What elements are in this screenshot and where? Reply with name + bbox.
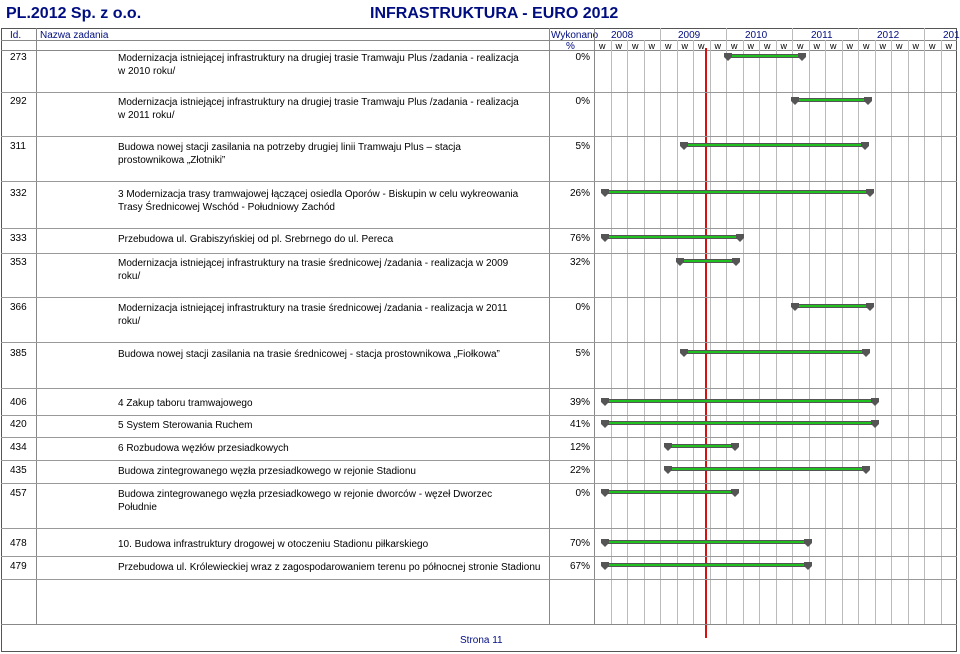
row-separator [1, 528, 957, 529]
row-name: 10. Budowa infrastruktury drogowej w otoczeniu Stadionu piłkarskiego [118, 539, 429, 550]
row-percent: 12% [569, 442, 590, 453]
bar-start-marker-icon [724, 53, 732, 61]
row-name: 3 Modernizacja trasy tramwajowej łączącej osiedla Oporów - Biskupin w celu wykreowania [118, 189, 519, 200]
bar-end-marker-icon [731, 443, 739, 451]
row-separator [1, 181, 957, 182]
week-label: w [648, 41, 655, 51]
week-label: w [896, 41, 903, 51]
col-done-unit: % [566, 41, 575, 52]
bar-end-marker-icon [862, 349, 870, 357]
week-label: w [615, 41, 622, 51]
row-id: 385 [10, 348, 27, 359]
bar-end-marker-icon [871, 420, 879, 428]
task-bar[interactable] [728, 54, 802, 58]
row-name: 4 Zakup taboru tramwajowego [118, 398, 253, 409]
grid-line [726, 28, 727, 624]
grid-line [693, 40, 694, 624]
week-label: w [846, 41, 853, 51]
row-separator [1, 253, 957, 254]
year-2013: 201 [943, 30, 960, 41]
row-percent: 32% [569, 257, 590, 268]
grid-line [924, 28, 925, 624]
task-bar[interactable] [605, 235, 740, 239]
footer-line [1, 624, 957, 625]
bar-start-marker-icon [601, 489, 609, 497]
task-bar[interactable] [605, 399, 875, 403]
row-percent: 26% [569, 188, 590, 199]
year-2008: 2008 [611, 30, 634, 41]
bar-start-marker-icon [664, 466, 672, 474]
row-name: Przebudowa ul. Królewieckiej wraz z zagospodarowaniem terenu po północnej stronie Stadionu [118, 562, 541, 573]
bar-end-marker-icon [864, 97, 872, 105]
bar-end-marker-icon [871, 398, 879, 406]
week-label: w [929, 41, 936, 51]
bar-start-marker-icon [791, 303, 799, 311]
row-id: 333 [10, 233, 27, 244]
row-name-line2: prostownikowa „Złotniki” [118, 155, 226, 166]
row-name: 5 System Sterowania Ruchem [118, 420, 253, 431]
bar-end-marker-icon [732, 258, 740, 266]
row-id: 311 [10, 141, 26, 152]
week-label: w [665, 41, 672, 51]
grid-line [644, 40, 645, 624]
bar-start-marker-icon [601, 539, 609, 547]
row-name: Budowa zintegrowanego węzła przesiadkowego w rejonie Stadionu [118, 466, 416, 477]
row-percent: 41% [569, 419, 590, 430]
row-id: 434 [10, 442, 27, 453]
row-id: 478 [10, 538, 27, 549]
row-id: 292 [10, 96, 27, 107]
bar-start-marker-icon [601, 189, 609, 197]
grid-line [611, 40, 612, 624]
week-label: w [945, 41, 952, 51]
row-name: Modernizacja istniejącej infrastruktury na drugiej trasie Tramwaju Plus /zadania - realizacja [118, 53, 519, 64]
row-id: 332 [10, 188, 27, 199]
row-name: 6 Rozbudowa węzłów przesiadkowych [118, 443, 289, 454]
bar-start-marker-icon [680, 349, 688, 357]
row-id: 353 [10, 257, 27, 268]
row-name: Modernizacja istniejącej infrastruktury na trasie średnicowej /zadania - realizacja w 2009 [118, 258, 509, 269]
grid-line [743, 40, 744, 624]
task-bar[interactable] [605, 421, 875, 425]
id-col-line [36, 28, 37, 624]
bar-end-marker-icon [804, 539, 812, 547]
year-2009: 2009 [678, 30, 701, 41]
row-id: 273 [10, 52, 27, 63]
task-bar[interactable] [795, 98, 868, 102]
row-id: 435 [10, 465, 27, 476]
row-id: 420 [10, 419, 27, 430]
week-label: w [681, 41, 688, 51]
year-2010: 2010 [745, 30, 768, 41]
row-percent: 0% [575, 302, 590, 313]
grid-line [759, 40, 760, 624]
row-percent: 5% [575, 141, 590, 152]
row-separator [1, 388, 957, 389]
grid-line [908, 40, 909, 624]
grid-line [891, 40, 892, 624]
row-separator [1, 483, 957, 484]
row-separator [1, 579, 957, 580]
grid-line [627, 40, 628, 624]
grid-line [842, 40, 843, 624]
week-label: w [780, 41, 787, 51]
page-footer: Strona 11 [460, 635, 503, 646]
row-name: Modernizacja istniejącej infrastruktury na trasie średnicowej /zadania - realizacja w 2011 [118, 303, 508, 314]
row-separator [1, 342, 957, 343]
week-label: w [863, 41, 870, 51]
task-bar[interactable] [684, 350, 866, 354]
bar-end-marker-icon [736, 234, 744, 242]
week-label: w [764, 41, 771, 51]
bar-end-marker-icon [804, 562, 812, 570]
row-name-line2: w 2010 roku/ [118, 66, 176, 77]
grid-line [677, 40, 678, 624]
task-bar[interactable] [605, 490, 735, 494]
row-percent: 5% [575, 348, 590, 359]
year-2012: 2012 [877, 30, 900, 41]
col-name: Nazwa zadania [40, 30, 109, 41]
grid-line [792, 28, 793, 624]
grid-line [875, 40, 876, 624]
header-line-1 [1, 40, 957, 41]
row-name-line2: Południe [118, 502, 157, 513]
task-bar[interactable] [680, 259, 736, 263]
task-bar[interactable] [605, 563, 808, 567]
row-percent: 39% [569, 397, 590, 408]
bar-start-marker-icon [676, 258, 684, 266]
bar-start-marker-icon [791, 97, 799, 105]
header-line-2 [1, 50, 957, 51]
row-percent: 67% [569, 561, 590, 572]
bar-end-marker-icon [866, 303, 874, 311]
row-name: Budowa zintegrowanego węzła przesiadkowego w rejonie dworców - węzeł Dworzec [118, 489, 493, 500]
row-percent: 0% [575, 52, 590, 63]
task-bar[interactable] [605, 540, 808, 544]
bar-start-marker-icon [601, 234, 609, 242]
row-separator [1, 92, 957, 93]
week-label: w [912, 41, 919, 51]
week-label: w [599, 41, 606, 51]
row-name-line2: w 2011 roku/ [118, 110, 175, 121]
week-label: w [698, 41, 705, 51]
bar-start-marker-icon [601, 420, 609, 428]
row-separator [1, 437, 957, 438]
grid-line [710, 40, 711, 624]
company-title: PL.2012 Sp. z o.o. [6, 5, 142, 22]
row-name-line2: roku/ [118, 316, 141, 327]
week-label: w [830, 41, 837, 51]
pct-col-line [594, 28, 595, 624]
row-percent: 0% [575, 96, 590, 107]
row-name: Budowa nowej stacji zasilania na potrzeby drugiej linii Tramwaju Plus – stacja [118, 142, 461, 153]
row-id: 457 [10, 488, 27, 499]
row-separator [1, 136, 957, 137]
bar-end-marker-icon [866, 189, 874, 197]
task-bar[interactable] [684, 143, 865, 147]
week-label: w [813, 41, 820, 51]
name-col-line [549, 28, 550, 624]
week-label: w [714, 41, 721, 51]
row-separator [1, 556, 957, 557]
row-separator [1, 297, 957, 298]
row-percent: 76% [569, 233, 590, 244]
bar-end-marker-icon [731, 489, 739, 497]
report-title: INFRASTRUKTURA - EURO 2012 [370, 5, 619, 22]
grid-line [660, 28, 661, 624]
week-label: w [879, 41, 886, 51]
bar-end-marker-icon [861, 142, 869, 150]
task-bar[interactable] [668, 467, 866, 471]
bar-start-marker-icon [601, 398, 609, 406]
row-id: 479 [10, 561, 27, 572]
grid-line [809, 40, 810, 624]
row-separator [1, 228, 957, 229]
row-separator [1, 415, 957, 416]
row-name-line2: Trasy Średnicowej Wschód - Południowy Zachód [118, 202, 335, 213]
col-done: Wykonano [551, 30, 599, 41]
year-2011: 2011 [811, 30, 833, 41]
row-percent: 0% [575, 488, 590, 499]
grid-line [776, 40, 777, 624]
row-percent: 70% [569, 538, 590, 549]
task-bar[interactable] [605, 190, 870, 194]
task-bar[interactable] [668, 444, 735, 448]
week-label: w [797, 41, 804, 51]
col-id: Id. [10, 30, 22, 41]
row-name: Modernizacja istniejącej infrastruktury na drugiej trasie Tramwaju Plus /zadania - realizacja [118, 97, 519, 108]
row-name: Budowa nowej stacji zasilania na trasie średnicowej - stacja prostownikowa „Fiołkowa” [118, 349, 500, 360]
week-label: w [731, 41, 738, 51]
grid-line [858, 28, 859, 624]
week-label: w [747, 41, 754, 51]
task-bar[interactable] [795, 304, 870, 308]
bar-start-marker-icon [680, 142, 688, 150]
bar-start-marker-icon [601, 562, 609, 570]
row-percent: 22% [569, 465, 590, 476]
row-name-line2: roku/ [118, 271, 141, 282]
title-bar [0, 0, 960, 28]
grid-line [941, 40, 942, 624]
grid-line [825, 40, 826, 624]
week-label: w [632, 41, 639, 51]
row-id: 406 [10, 397, 27, 408]
bar-end-marker-icon [862, 466, 870, 474]
row-separator [1, 460, 957, 461]
row-name: Przebudowa ul. Grabiszyńskiej od pl. Srebrnego do ul. Pereca [118, 234, 394, 245]
bar-start-marker-icon [664, 443, 672, 451]
bar-end-marker-icon [798, 53, 806, 61]
row-id: 366 [10, 302, 27, 313]
